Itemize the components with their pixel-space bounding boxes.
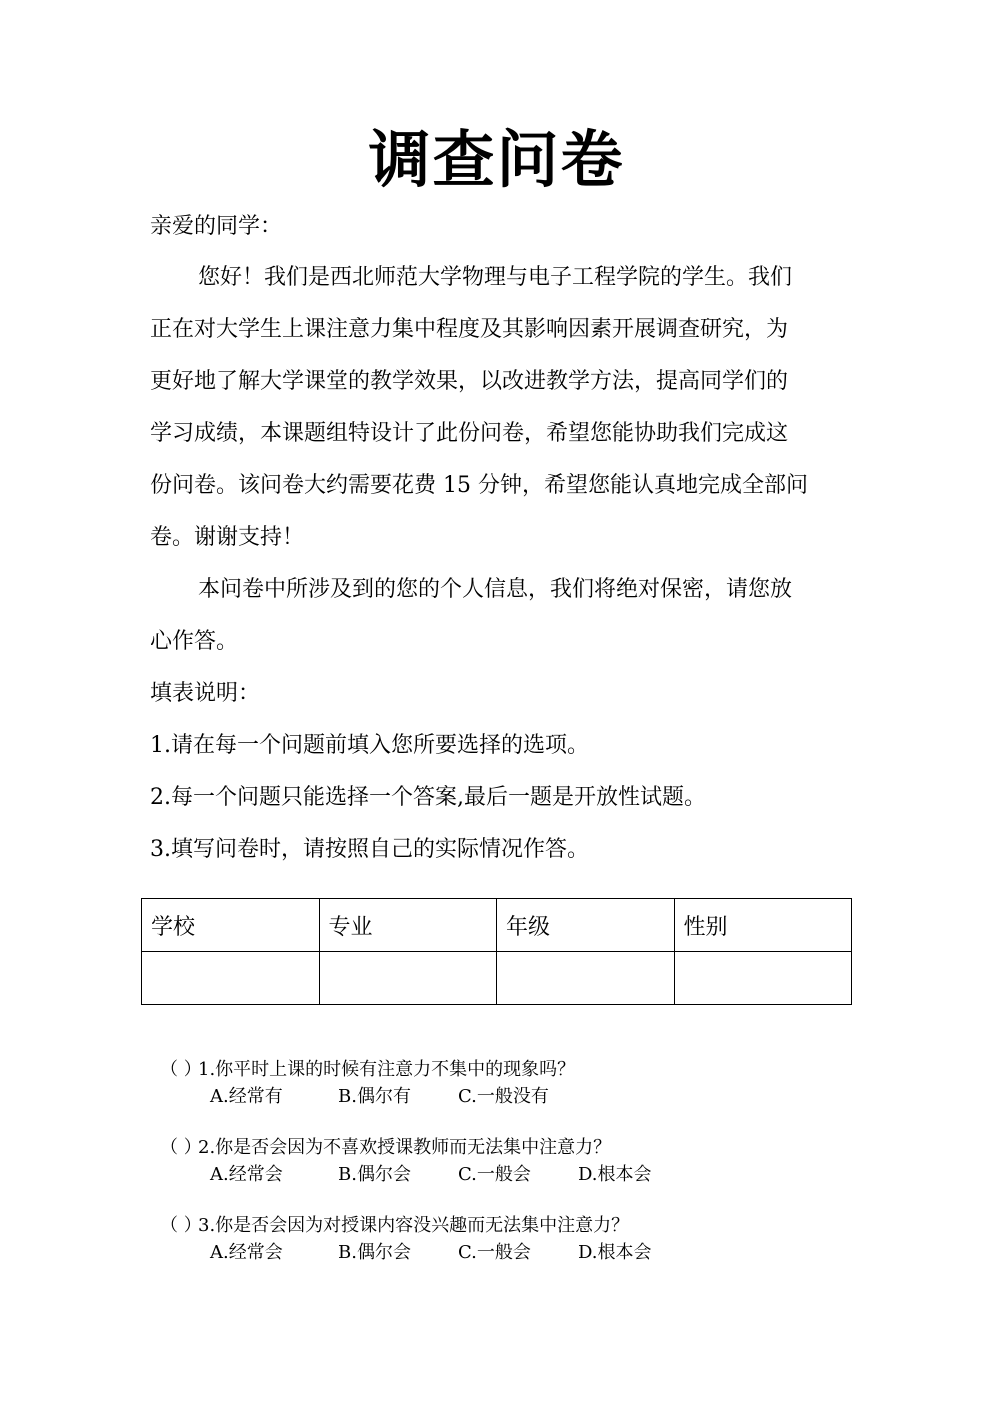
answer-blank[interactable]: （ ） bbox=[160, 1059, 202, 1080]
option-c: C.一般会 bbox=[458, 1164, 531, 1185]
option-b: B.偶尔会 bbox=[338, 1242, 411, 1263]
question-text: 3.你是否会因为对授课内容没兴趣而无法集中注意力？ bbox=[198, 1215, 630, 1236]
question-1 bbox=[160, 1057, 575, 1083]
header-major: 专业 bbox=[319, 899, 497, 952]
option-c: C.一般没有 bbox=[458, 1086, 549, 1107]
header-school: 学校 bbox=[142, 899, 320, 952]
answer-blank[interactable]: （ ） bbox=[160, 1137, 202, 1158]
table-input-row bbox=[142, 952, 852, 1005]
greeting: 亲爱的同学： bbox=[150, 214, 283, 239]
intro-line: 份问卷。该问卷大约需要花费 15 分钟，希望您能认真地完成全部问 bbox=[150, 473, 808, 498]
option-d: D.根本会 bbox=[578, 1164, 652, 1185]
instructions-heading: 填表说明： bbox=[150, 681, 261, 706]
question-text: 2.你是否会因为不喜欢授课教师而无法集中注意力？ bbox=[198, 1137, 612, 1158]
instruction-item: 2.每一个问题只能选择一个答案,最后一题是开放性试题。 bbox=[150, 785, 706, 810]
header-gender: 性别 bbox=[674, 899, 852, 952]
option-a: A.经常会 bbox=[210, 1242, 283, 1263]
option-a: A.经常会 bbox=[210, 1164, 283, 1185]
question-text: 1.你平时上课的时候有注意力不集中的现象吗？ bbox=[198, 1059, 576, 1080]
intro-line: 学习成绩，本课题组特设计了此份问卷，希望您能协助我们完成这 bbox=[150, 421, 789, 446]
intro-line: 卷。谢谢支持！ bbox=[150, 525, 305, 550]
page-title: 调查问卷 bbox=[368, 123, 625, 196]
table-header-row bbox=[142, 899, 852, 952]
question-2 bbox=[160, 1135, 611, 1161]
major-cell[interactable] bbox=[319, 952, 497, 1005]
privacy-line: 心作答。 bbox=[150, 629, 239, 654]
option-b: B.偶尔会 bbox=[338, 1164, 411, 1185]
option-b: B.偶尔有 bbox=[338, 1086, 411, 1107]
instruction-item: 1.请在每一个问题前填入您所要选择的选项。 bbox=[150, 733, 589, 758]
personal-info-table bbox=[141, 898, 852, 1005]
option-c: C.一般会 bbox=[458, 1242, 531, 1263]
intro-line: 更好地了解大学课堂的教学效果，以改进教学方法，提高同学们的 bbox=[150, 369, 789, 394]
school-cell[interactable] bbox=[142, 952, 320, 1005]
header-grade: 年级 bbox=[497, 899, 675, 952]
intro-line: 您好！我们是西北师范大学物理与电子工程学院的学生。我们 bbox=[198, 265, 793, 290]
gender-cell[interactable] bbox=[674, 952, 852, 1005]
question-3 bbox=[160, 1213, 629, 1239]
answer-blank[interactable]: （ ） bbox=[160, 1215, 202, 1236]
intro-line: 正在对大学生上课注意力集中程度及其影响因素开展调查研究，为 bbox=[150, 317, 789, 342]
option-a: A.经常有 bbox=[210, 1086, 283, 1107]
grade-cell[interactable] bbox=[497, 952, 675, 1005]
privacy-line: 本问卷中所涉及到的您的个人信息，我们将绝对保密，请您放 bbox=[198, 577, 793, 602]
instruction-item: 3.填写问卷时，请按照自己的实际情况作答。 bbox=[150, 837, 589, 862]
option-d: D.根本会 bbox=[578, 1242, 652, 1263]
